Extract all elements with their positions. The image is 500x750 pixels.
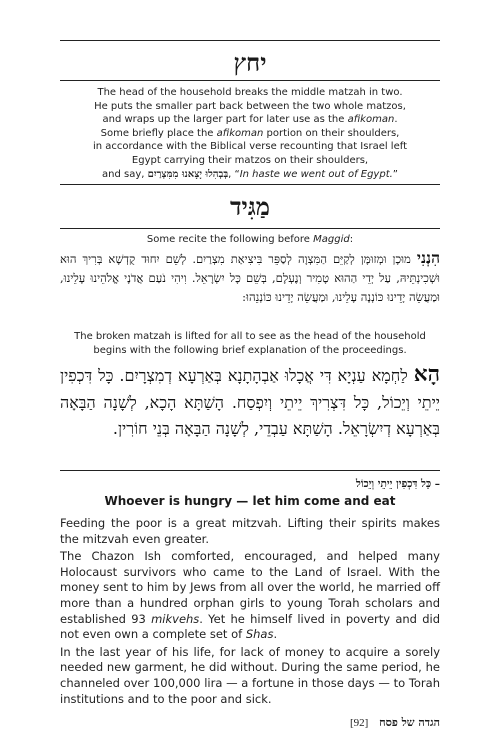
- running-title: הגדה של פסח: [379, 716, 440, 729]
- yachatz-instructions: The head of the household breaks the middle matzah in two. He puts the smaller part back between the two whole matzos, and wraps up the larger part for later use as the afikoman. Some briefly place the afikoman portion on their shoulders, in accordance with the Biblical verse recounting that Israel left Egypt carrying their matzos on their shoulders, and say, בְּבְהִלוּ יָצָאנוּ מִמִּצְרַיִם, “In haste we went out of Egypt.”: [92, 87, 408, 180]
- commentary-paragraph-2: The Chazon Ish comforted, encouraged, and helped many Holocaust survivors who came to the Land of Israel. With the money sent to him by Jews from all over the world, he married off more than a hundred orphan girls to young Torah scholars and established 93 mikvehs. Yet he himself lived in poverty and did not even own a complete set of Shas.: [60, 549, 440, 642]
- maggid-rule-top: [60, 184, 440, 185]
- commentary-rule: [60, 470, 440, 471]
- commentary-hebrew-heading: – כָּל דִּכְפִין יֵיתֵי וְיֵכוֹל: [355, 478, 440, 490]
- maggid-rule-bottom: [60, 228, 440, 229]
- page-footer: [350, 716, 440, 729]
- commentary-english-heading: Whoever is hungry — let him come and eat: [104, 494, 396, 508]
- yachatz-rule: [60, 80, 440, 81]
- top-rule: [60, 40, 440, 41]
- broken-matzah-instruction: The broken matzah is lifted for all to see as the head of the household begins with the following brief explanation of the proceedings.: [74, 331, 426, 356]
- haggadah-page: [60, 0, 440, 750]
- hineni-lead-word: הִנְנִי: [416, 248, 440, 267]
- yachatz-title: יחץ: [233, 48, 267, 77]
- ha-lachma-paragraph: הָא לַחְמָא עַנְיָא דִּי אֲכָלוּ אַבְהָתָנָא בְּאַרְעָא דְמִצְרָיִם. כָּל דִּכְפִין יֵיתֵי וְיֵכוֹל, כָּל דִּצְרִיךְ יֵיתֵי וְיִפְסַח. הָשַׁתָּא הָכָא, לְשָׁנָה הַבָּאָה בְּאַרְעָא דְיִשְׂרָאֵל. הָשַׁתָּא עַבְדֵי, לְשָׁנָה הַבָּאָה בְּנֵי חוֹרִין.: [60, 362, 440, 438]
- commentary-paragraph-3: In the last year of his life, for lack of money to acquire a sorely needed new garment, he did without. During the same period, he channeled over 100,000 lira — a fortune in those days — to Torah institutions and to the poor and sick.: [60, 644, 440, 706]
- commentary-paragraph-1: Feeding the poor is a great mitzvah. Lifting their spirits makes the mitzvah even greater.: [60, 516, 440, 546]
- maggid-title: מַגִּיד: [230, 192, 270, 221]
- ha-lead-word: הָא: [413, 362, 440, 387]
- hineni-paragraph: הִנְנִי מוּכָן וּמְזוּמָּן לְקַיֵּם הַמִּצְוָה לְסַפֵּר בִּיצִיאַת מִצְרַיִם. לְשֵׁם יִחוּד קֻדְשָׁא בְּרִיךְ הוּא וּשְׁכִינְתֵּיהּ, עַל יְדֵי הַהוּא טָמִיר וְנֶעְלָם, בְּשֵׁם כָּל יִשְׂרָאֵל. וִיהִי נֹעַם אֲדֹנָי אֱלֹהֵינוּ עָלֵינוּ, וּמַעֲשֵׂה יָדֵינוּ כּוֹנְנָה עָלֵינוּ, וּמַעֲשֵׂה יָדֵינוּ כּוֹנְנֵהוּ:: [60, 248, 440, 304]
- page-number: [92]: [349, 717, 369, 729]
- maggid-pre-instruction: Some recite the following before Maggid:: [146, 234, 354, 245]
- commentary-body: [60, 516, 440, 707]
